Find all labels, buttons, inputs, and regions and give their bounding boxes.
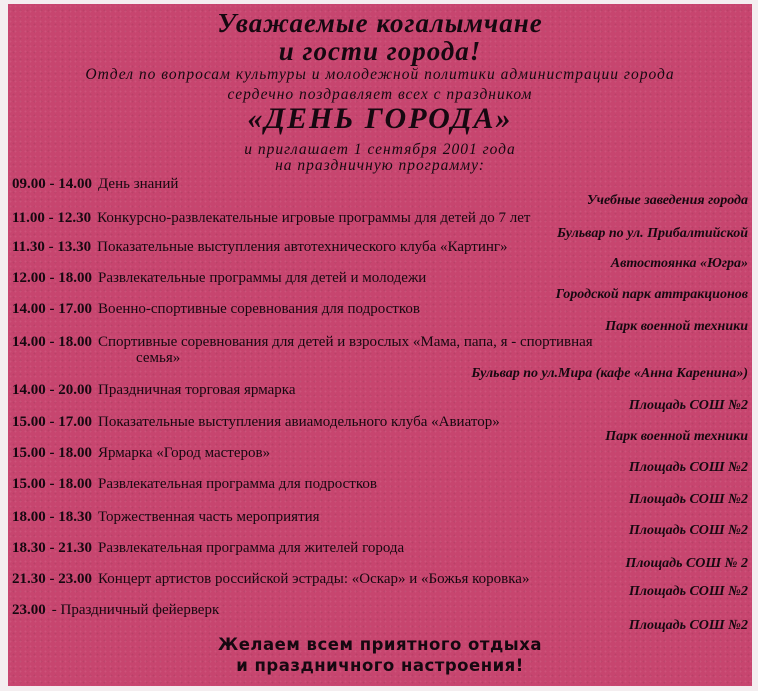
event-row [12,445,748,461]
event-title-continued: семья» [136,350,181,366]
event-row [12,540,748,556]
event-row [12,602,748,618]
event-title: Развлекательные программы для детей и молодежи [98,270,427,286]
event-row [12,334,748,366]
event-title: Военно-спортивные соревнования для подростков [98,301,420,317]
event-title: Праздничная торговая ярмарка [98,382,296,398]
event-place: Площадь СОШ №2 [628,584,748,599]
department-line: Отдел по вопросам культуры и молодежной политики администрации города [85,66,675,83]
event-place: Городской парк аттракционов [555,287,748,302]
event-place: Площадь СОШ №2 [628,492,748,507]
event-time: 11.30 - 13.30 [12,239,92,255]
event-title: Показательные выступления автотехнического клуба «Картинг» [97,239,508,255]
event-title: Ярмарка «Город мастеров» [98,445,271,461]
event-row [12,382,748,398]
holiday-name: «ДЕНЬ ГОРОДА» [247,102,513,135]
event-title: Показательные выступления авиамодельного клуба «Авиатор» [98,414,500,430]
event-title: Концерт артистов российской эстрады: «Оскар» и «Божья коровка» [98,571,530,587]
event-time: 21.30 - 23.00 [12,571,92,587]
event-place: Площадь СОШ №2 [628,523,748,538]
event-title: - Праздничный фейерверк [51,602,220,618]
event-row [12,301,748,317]
event-time: 18.00 - 18.30 [12,509,92,525]
event-place: Парк военной техники [605,429,748,444]
event-time: 12.00 - 18.00 [12,270,92,286]
event-title: Развлекательная программа для жителей города [98,540,405,556]
event-time: 14.00 - 18.00 [12,334,92,350]
footer-line-2: и праздничного настроения! [236,656,524,675]
invite-line-1: и приглашает 1 сентября 2001 года [244,141,516,158]
poster [8,4,752,686]
event-place: Площадь СОШ №2 [628,398,748,413]
greeting-line-1: Уважаемые когалымчане [217,8,543,38]
event-place: Учебные заведения города [586,193,748,208]
event-time: 15.00 - 17.00 [12,414,92,430]
event-place: Бульвар по ул.Мира (кафе «Анна Каренина») [471,366,748,381]
event-title: День знаний [98,176,179,192]
event-place: Парк военной техники [605,319,748,334]
event-time: 14.00 - 20.00 [12,382,92,398]
event-title: Развлекательная программа для подростков [98,476,377,492]
event-place: Бульвар по ул. Прибалтийской [557,226,748,241]
event-row [12,176,748,192]
event-time: 18.30 - 21.30 [12,540,92,556]
event-row [12,239,748,255]
event-row [12,270,748,286]
footer-line-1: Желаем всем приятного отдыха [218,635,542,654]
event-title: Спортивные соревнования для детей и взрослых «Мама, папа, я - спортивная [98,334,593,350]
event-time: 11.00 - 12.30 [12,210,92,226]
congrats-line: сердечно поздравляет всех с праздником [227,86,533,103]
event-title: Конкурсно-развлекательные игровые программы для детей до 7 лет [97,210,531,226]
event-time: 09.00 - 14.00 [12,176,92,192]
greeting-line-2: и гости города! [278,36,482,66]
event-place: Площадь СОШ №2 [628,460,748,475]
event-place: Площадь СОШ №2 [628,618,748,633]
event-time: 15.00 - 18.00 [12,476,92,492]
event-row [12,414,748,430]
event-title: Торжественная часть мероприятия [98,509,320,525]
event-time: 15.00 - 18.00 [12,445,92,461]
event-time: 23.00 [12,602,46,618]
event-row [12,210,748,226]
event-place: Площадь СОШ № 2 [625,556,748,571]
event-row [12,476,748,492]
invite-line-2: на праздничную программу: [275,157,485,174]
event-time: 14.00 - 17.00 [12,301,92,317]
event-place: Автостоянка «Югра» [610,256,748,271]
